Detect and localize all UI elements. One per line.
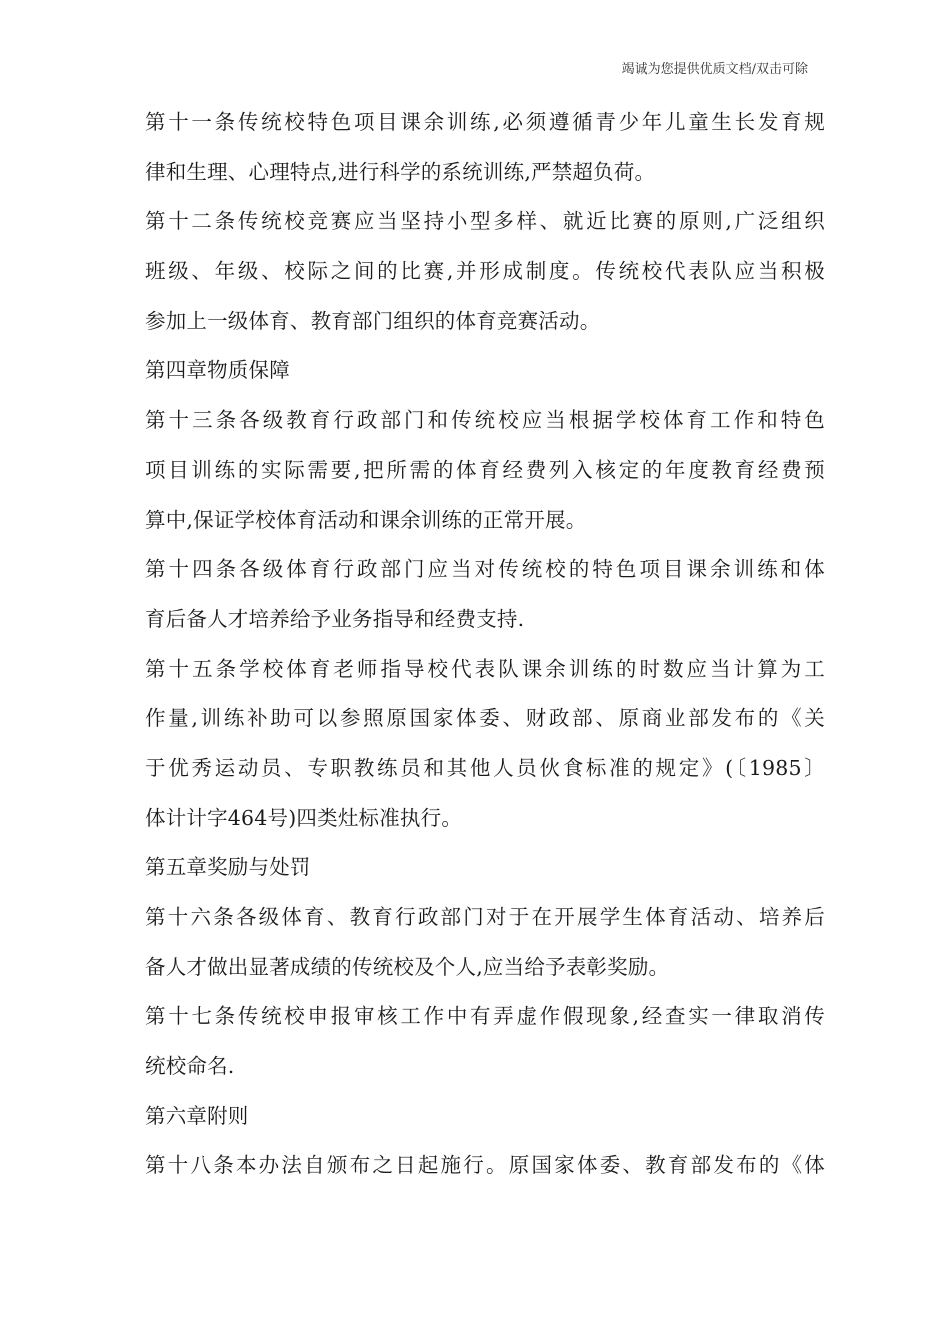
- paragraph-line: 参加上一级体育、教育部门组织的体育竞赛活动。: [145, 308, 601, 333]
- paragraph-line: 第十六条各级体育、教育行政部门对于在开展学生体育活动、培养后: [145, 905, 825, 929]
- paragraph-line: 律和生理、心理特点,进行科学的系统训练,严禁超负荷。: [145, 159, 656, 184]
- chapter-heading: 第五章奖励与处罚: [145, 855, 311, 880]
- paragraph-line: 第十三条各级教育行政部门和传统校应当根据学校体育工作和特色: [145, 408, 825, 433]
- paragraph-line: 作量,训练补助可以参照原国家体委、财政部、原商业部发布的《关: [145, 706, 825, 731]
- paragraph-line: 统校命名.: [145, 1054, 235, 1079]
- paragraph-line: 班级、年级、校际之间的比赛,并形成制度。传统校代表队应当积极: [145, 259, 825, 284]
- paragraph-line: 第十二条传统校竞赛应当坚持小型多样、就近比赛的原则,广泛组织: [145, 209, 825, 234]
- paragraph-line: 备人才做出显著成绩的传统校及个人,应当给予表彰奖励。: [145, 954, 670, 979]
- paragraph-line: 算中,保证学校体育活动和课余训练的正常开展。: [145, 507, 587, 532]
- paragraph-line: 体计计字464号)四类灶标准执行。: [145, 805, 463, 830]
- chapter-heading: 第六章附则: [145, 1103, 249, 1128]
- paragraph-line: 第十四条各级体育行政部门应当对传统校的特色项目课余训练和体: [145, 557, 825, 582]
- paragraph-line: 项目训练的实际需要,把所需的体育经费列入核定的年度教育经费预: [145, 457, 825, 482]
- paragraph-line: 第十八条本办法自颁布之日起施行。原国家体委、教育部发布的《体: [145, 1153, 825, 1178]
- chapter-heading: 第四章物质保障: [145, 358, 290, 383]
- paragraph-line: 育后备人才培养给予业务指导和经费支持.: [145, 606, 525, 631]
- document-body: [145, 98, 825, 1191]
- paragraph-line: 第十五条学校体育老师指导校代表队课余训练的时数应当计算为工: [145, 656, 825, 681]
- paragraph-line: 第十七条传统校申报审核工作中有弄虚作假现象,经查实一律取消传: [145, 1004, 825, 1029]
- paragraph-line: 于优秀运动员、专职教练员和其他人员伙食标准的规定》(〔1985〕: [145, 755, 825, 780]
- header-note: 竭诚为您提供优质文档/双击可除: [621, 62, 808, 77]
- paragraph-line: 第十一条传统校特色项目课余训练,必须遵循青少年儿童生长发育规: [145, 110, 825, 134]
